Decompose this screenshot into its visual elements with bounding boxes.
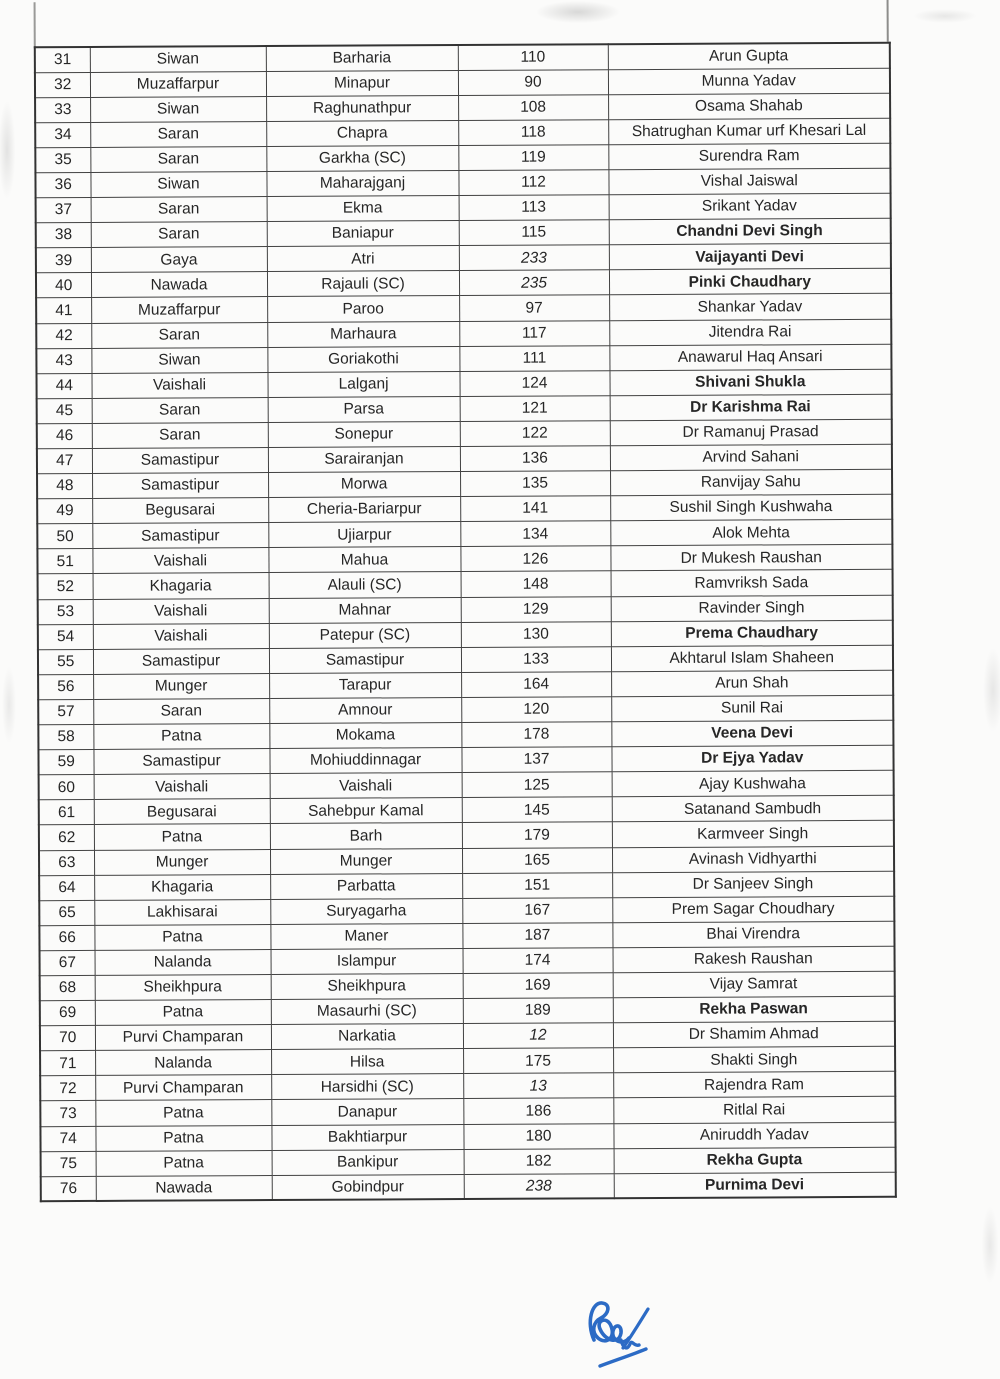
serial-cell: 41 <box>36 298 91 323</box>
district-cell: Nalanda <box>95 1050 271 1076</box>
district-cell: Saran <box>90 146 266 172</box>
constituency-number-cell: 130 <box>461 621 611 647</box>
constituency-number-cell: 134 <box>460 521 610 547</box>
serial-cell: 63 <box>39 850 94 875</box>
candidate-name-cell: Avinash Vidhyarthi <box>612 846 894 873</box>
serial-cell: 67 <box>40 950 95 975</box>
constituency-number-cell: 148 <box>461 571 611 597</box>
district-cell: Muzaffarpur <box>90 71 266 97</box>
constituency-cell: Mahnar <box>269 597 461 623</box>
constituency-number-cell: 118 <box>458 120 608 146</box>
constituency-cell: Ekma <box>267 196 459 222</box>
constituency-cell: Mahua <box>268 547 460 573</box>
district-cell: Vaishali <box>94 774 270 800</box>
constituency-cell: Mokama <box>269 723 461 749</box>
constituency-number-cell: 115 <box>459 220 609 246</box>
constituency-number-cell: 174 <box>463 948 613 974</box>
constituency-number-cell: 112 <box>458 170 608 196</box>
serial-cell: 74 <box>40 1126 95 1151</box>
serial-cell: 43 <box>36 348 91 373</box>
district-cell: Saran <box>91 197 267 223</box>
serial-cell: 58 <box>38 724 93 749</box>
candidate-name-cell: Satanand Sambudh <box>612 796 894 823</box>
district-cell: Saran <box>91 222 267 248</box>
candidate-name-cell: Sunil Rai <box>611 695 893 722</box>
constituency-cell: Cheria-Bariarpur <box>268 497 460 523</box>
serial-cell: 31 <box>35 47 90 72</box>
candidate-name-cell: Ravinder Singh <box>611 595 893 622</box>
constituency-number-cell: 108 <box>458 94 608 120</box>
serial-cell: 70 <box>40 1026 95 1051</box>
serial-cell: 57 <box>38 699 93 724</box>
constituency-cell: Samastipur <box>269 647 461 673</box>
candidate-name-cell: Prem Sagar Choudhary <box>612 896 894 923</box>
candidate-name-cell: Rakesh Raushan <box>613 946 895 973</box>
district-cell: Vaishali <box>93 598 269 624</box>
constituency-cell: Patepur (SC) <box>269 622 461 648</box>
constituency-cell: Danapur <box>271 1099 463 1125</box>
district-cell: Samastipur <box>92 448 268 474</box>
constituency-number-cell: 235 <box>459 270 609 296</box>
candidate-name-cell: Ramvriksh Sada <box>611 570 893 597</box>
district-cell: Samastipur <box>93 749 269 775</box>
constituency-cell: Islampur <box>271 948 463 974</box>
candidate-name-cell: Veena Devi <box>611 720 893 747</box>
constituency-cell: Gobindpur <box>272 1174 464 1200</box>
constituency-cell: Garkha (SC) <box>266 145 458 171</box>
constituency-number-cell: 179 <box>462 822 612 848</box>
constituency-cell: Paroo <box>267 296 459 322</box>
constituency-cell: Narkatia <box>271 1024 463 1050</box>
serial-cell: 65 <box>39 900 94 925</box>
constituency-cell: Vaishali <box>270 773 462 799</box>
candidate-name-cell: Rajendra Ram <box>613 1072 895 1099</box>
serial-cell: 61 <box>39 800 94 825</box>
serial-cell: 48 <box>37 474 92 499</box>
district-cell: Patna <box>95 1125 271 1151</box>
constituency-cell: Alauli (SC) <box>269 572 461 598</box>
constituency-number-cell: 175 <box>463 1048 613 1074</box>
constituency-number-cell: 129 <box>461 596 611 622</box>
constituency-cell: Marhaura <box>267 321 459 347</box>
constituency-cell: Morwa <box>268 472 460 498</box>
district-cell: Muzaffarpur <box>91 297 267 323</box>
serial-cell: 35 <box>35 147 90 172</box>
constituency-cell: Mohiuddinnagar <box>269 748 461 774</box>
candidate-name-cell: Vijay Samrat <box>613 971 895 998</box>
constituency-cell: Chapra <box>266 120 458 146</box>
candidate-name-cell: Shankar Yadav <box>609 294 891 321</box>
constituency-number-cell: 167 <box>462 897 612 923</box>
constituency-cell: Maharajganj <box>266 170 458 196</box>
constituency-cell: Baniapur <box>267 221 459 247</box>
serial-cell: 36 <box>35 172 90 197</box>
serial-cell: 75 <box>41 1151 96 1176</box>
constituency-number-cell: 12 <box>463 1023 613 1049</box>
constituency-cell: Tarapur <box>269 672 461 698</box>
constituency-number-cell: 182 <box>464 1148 614 1174</box>
candidate-name-cell: Vaijayanti Devi <box>609 244 891 271</box>
candidate-name-cell: Purnima Devi <box>614 1172 896 1199</box>
district-cell: Vaishali <box>91 372 267 398</box>
serial-cell: 69 <box>40 1001 95 1026</box>
district-cell: Samastipur <box>93 648 269 674</box>
district-cell: Begusarai <box>94 799 270 825</box>
serial-cell: 52 <box>38 574 93 599</box>
constituency-number-cell: 169 <box>463 973 613 999</box>
constituency-number-cell: 180 <box>463 1123 613 1149</box>
serial-cell: 60 <box>39 775 94 800</box>
district-cell: Nawada <box>96 1175 272 1201</box>
candidate-name-cell: Prema Chaudhary <box>611 620 893 647</box>
constituency-number-cell: 135 <box>460 471 610 497</box>
candidate-name-cell: Arun Gupta <box>608 43 890 70</box>
serial-cell: 59 <box>38 750 93 775</box>
candidate-name-cell: Dr Ramanuj Prasad <box>610 419 892 446</box>
serial-cell: 53 <box>38 599 93 624</box>
constituency-number-cell: 189 <box>463 998 613 1024</box>
district-cell: Saran <box>90 121 266 147</box>
constituency-number-cell: 126 <box>460 546 610 572</box>
constituency-cell: Parbatta <box>270 873 462 899</box>
serial-cell: 54 <box>38 624 93 649</box>
candidate-name-cell: Ajay Kushwaha <box>612 770 894 797</box>
constituency-number-cell: 121 <box>460 396 610 422</box>
serial-cell: 56 <box>38 674 93 699</box>
candidate-name-cell: Pinki Chaudhary <box>609 269 891 296</box>
constituency-number-cell: 238 <box>464 1173 614 1199</box>
candidate-name-cell: Sushil Singh Kushwaha <box>610 494 892 521</box>
candidate-name-cell: Dr Mukesh Raushan <box>610 545 892 572</box>
constituency-number-cell: 113 <box>459 195 609 221</box>
district-cell: Saran <box>91 322 267 348</box>
district-cell: Munger <box>93 673 269 699</box>
district-cell: Samastipur <box>92 473 268 499</box>
district-cell: Saran <box>92 397 268 423</box>
serial-cell: 45 <box>37 398 92 423</box>
district-cell: Munger <box>94 849 270 875</box>
constituency-number-cell: 178 <box>461 722 611 748</box>
candidate-name-cell: Rekha Paswan <box>613 996 895 1023</box>
constituency-cell: Harsidhi (SC) <box>271 1074 463 1100</box>
signature-scribble <box>576 1296 660 1374</box>
candidate-name-cell: Bhai Virendra <box>612 921 894 948</box>
constituency-number-cell: 119 <box>458 145 608 171</box>
constituency-cell: Lalganj <box>267 371 459 397</box>
constituency-number-cell: 233 <box>459 245 609 271</box>
candidate-name-cell: Dr Karishma Rai <box>610 394 892 421</box>
serial-cell: 66 <box>39 925 94 950</box>
constituency-number-cell: 186 <box>463 1098 613 1124</box>
constituency-cell: Maner <box>270 923 462 949</box>
candidate-name-cell: Srikant Yadav <box>609 193 891 220</box>
serial-cell: 62 <box>39 825 94 850</box>
constituency-cell: Bankipur <box>272 1149 464 1175</box>
candidate-name-cell: Munna Yadav <box>608 68 890 95</box>
candidate-name-cell: Chandni Devi Singh <box>609 218 891 245</box>
candidate-name-cell: Jitendra Rai <box>609 319 891 346</box>
district-cell: Khagaria <box>94 874 270 900</box>
constituency-cell: Parsa <box>268 396 460 422</box>
constituency-number-cell: 97 <box>459 295 609 321</box>
serial-cell: 71 <box>40 1051 95 1076</box>
candidate-name-cell: Rekha Gupta <box>614 1147 896 1174</box>
serial-cell: 50 <box>37 524 92 549</box>
constituency-cell: Ujiarpur <box>268 522 460 548</box>
candidate-table <box>34 42 897 1203</box>
constituency-number-cell: 117 <box>459 320 609 346</box>
district-cell: Begusarai <box>92 498 268 524</box>
district-cell: Siwan <box>90 96 266 122</box>
constituency-number-cell: 141 <box>460 496 610 522</box>
candidate-name-cell: Dr Sanjeev Singh <box>612 871 894 898</box>
serial-cell: 73 <box>40 1101 95 1126</box>
district-cell: Vaishali <box>93 623 269 649</box>
constituency-cell: Raghunathpur <box>266 95 458 121</box>
candidate-name-cell: Akhtarul Islam Shaheen <box>611 645 893 672</box>
constituency-number-cell: 111 <box>459 345 609 371</box>
constituency-number-cell: 90 <box>458 69 608 95</box>
constituency-number-cell: 122 <box>460 421 610 447</box>
district-cell: Khagaria <box>93 573 269 599</box>
constituency-cell: Rajauli (SC) <box>267 271 459 297</box>
constituency-cell: Sonepur <box>268 421 460 447</box>
serial-cell: 32 <box>35 72 90 97</box>
district-cell: Saran <box>92 422 268 448</box>
constituency-number-cell: 125 <box>462 772 612 798</box>
candidate-name-cell: Ranvijay Sahu <box>610 469 892 496</box>
constituency-cell: Atri <box>267 246 459 272</box>
table-body <box>35 43 896 1202</box>
serial-cell: 37 <box>36 198 91 223</box>
district-cell: Vaishali <box>92 548 268 574</box>
candidate-name-cell: Vishal Jaiswal <box>608 168 890 195</box>
constituency-cell: Minapur <box>266 70 458 96</box>
serial-cell: 39 <box>36 248 91 273</box>
serial-cell: 44 <box>36 373 91 398</box>
candidate-name-cell: Dr Shamim Ahmad <box>613 1021 895 1048</box>
constituency-cell: Sarairanjan <box>268 447 460 473</box>
candidate-name-cell: Ritlal Rai <box>613 1097 895 1124</box>
district-cell: Lakhisarai <box>94 899 270 925</box>
constituency-number-cell: 124 <box>459 370 609 396</box>
district-cell: Purvi Champaran <box>95 1075 271 1101</box>
constituency-number-cell: 13 <box>463 1073 613 1099</box>
constituency-number-cell: 120 <box>461 697 611 723</box>
constituency-cell: Amnour <box>269 697 461 723</box>
candidate-name-cell: Anawarul Haq Ansari <box>609 344 891 371</box>
constituency-number-cell: 136 <box>460 446 610 472</box>
candidate-name-cell: Aniruddh Yadav <box>613 1122 895 1149</box>
candidate-name-cell: Osama Shahab <box>608 93 890 120</box>
district-cell: Gaya <box>91 247 267 273</box>
constituency-cell: Suryagarha <box>270 898 462 924</box>
constituency-cell: Bakhtiarpur <box>271 1124 463 1150</box>
serial-cell: 47 <box>37 448 92 473</box>
constituency-number-cell: 145 <box>462 797 612 823</box>
constituency-cell: Hilsa <box>271 1049 463 1075</box>
district-cell: Patna <box>94 924 270 950</box>
district-cell: Patna <box>94 824 270 850</box>
district-cell: Siwan <box>91 347 267 373</box>
serial-cell: 40 <box>36 273 91 298</box>
district-cell: Patna <box>96 1150 272 1176</box>
constituency-cell: Sheikhpura <box>271 973 463 999</box>
serial-cell: 33 <box>35 97 90 122</box>
serial-cell: 64 <box>39 875 94 900</box>
candidate-name-cell: Arun Shah <box>611 670 893 697</box>
district-cell: Sheikhpura <box>95 974 271 1000</box>
constituency-cell: Sahebpur Kamal <box>270 798 462 824</box>
constituency-number-cell: 110 <box>458 44 608 70</box>
constituency-cell: Barh <box>270 823 462 849</box>
constituency-number-cell: 133 <box>461 646 611 672</box>
serial-cell: 51 <box>37 549 92 574</box>
district-cell: Nalanda <box>95 949 271 975</box>
serial-cell: 55 <box>38 649 93 674</box>
serial-cell: 34 <box>35 122 90 147</box>
candidate-name-cell: Alok Mehta <box>610 520 892 547</box>
constituency-number-cell: 137 <box>461 747 611 773</box>
constituency-number-cell: 165 <box>462 847 612 873</box>
district-cell: Patna <box>93 724 269 750</box>
table-row <box>41 1172 896 1202</box>
district-cell: Siwan <box>90 171 266 197</box>
district-cell: Patna <box>95 1000 271 1026</box>
constituency-cell: Munger <box>270 848 462 874</box>
constituency-cell: Goriakothi <box>267 346 459 372</box>
candidate-name-cell: Karmveer Singh <box>612 821 894 848</box>
serial-cell: 68 <box>40 975 95 1000</box>
district-cell: Nawada <box>91 272 267 298</box>
district-cell: Patna <box>95 1100 271 1126</box>
candidate-name-cell: Surendra Ram <box>608 143 890 170</box>
serial-cell: 76 <box>41 1176 96 1201</box>
serial-cell: 46 <box>37 423 92 448</box>
serial-cell: 72 <box>40 1076 95 1101</box>
serial-cell: 49 <box>37 499 92 524</box>
district-cell: Purvi Champaran <box>95 1025 271 1051</box>
serial-cell: 38 <box>36 223 91 248</box>
constituency-number-cell: 187 <box>462 923 612 949</box>
candidate-name-cell: Dr Ejya Yadav <box>611 745 893 772</box>
scanned-page <box>34 0 895 1203</box>
district-cell: Siwan <box>90 46 266 72</box>
constituency-number-cell: 151 <box>462 872 612 898</box>
constituency-cell: Barharia <box>266 45 458 71</box>
serial-cell: 42 <box>36 323 91 348</box>
partial-row-top <box>34 0 889 46</box>
candidate-name-cell: Arvind Sahani <box>610 444 892 471</box>
constituency-number-cell: 164 <box>461 672 611 698</box>
district-cell: Saran <box>93 698 269 724</box>
constituency-cell: Masaurhi (SC) <box>271 999 463 1025</box>
district-cell: Samastipur <box>92 523 268 549</box>
candidate-name-cell: Shivani Shukla <box>609 369 891 396</box>
candidate-name-cell: Shakti Singh <box>613 1047 895 1074</box>
candidate-name-cell: Shatrughan Kumar urf Khesari Lal <box>608 118 890 145</box>
